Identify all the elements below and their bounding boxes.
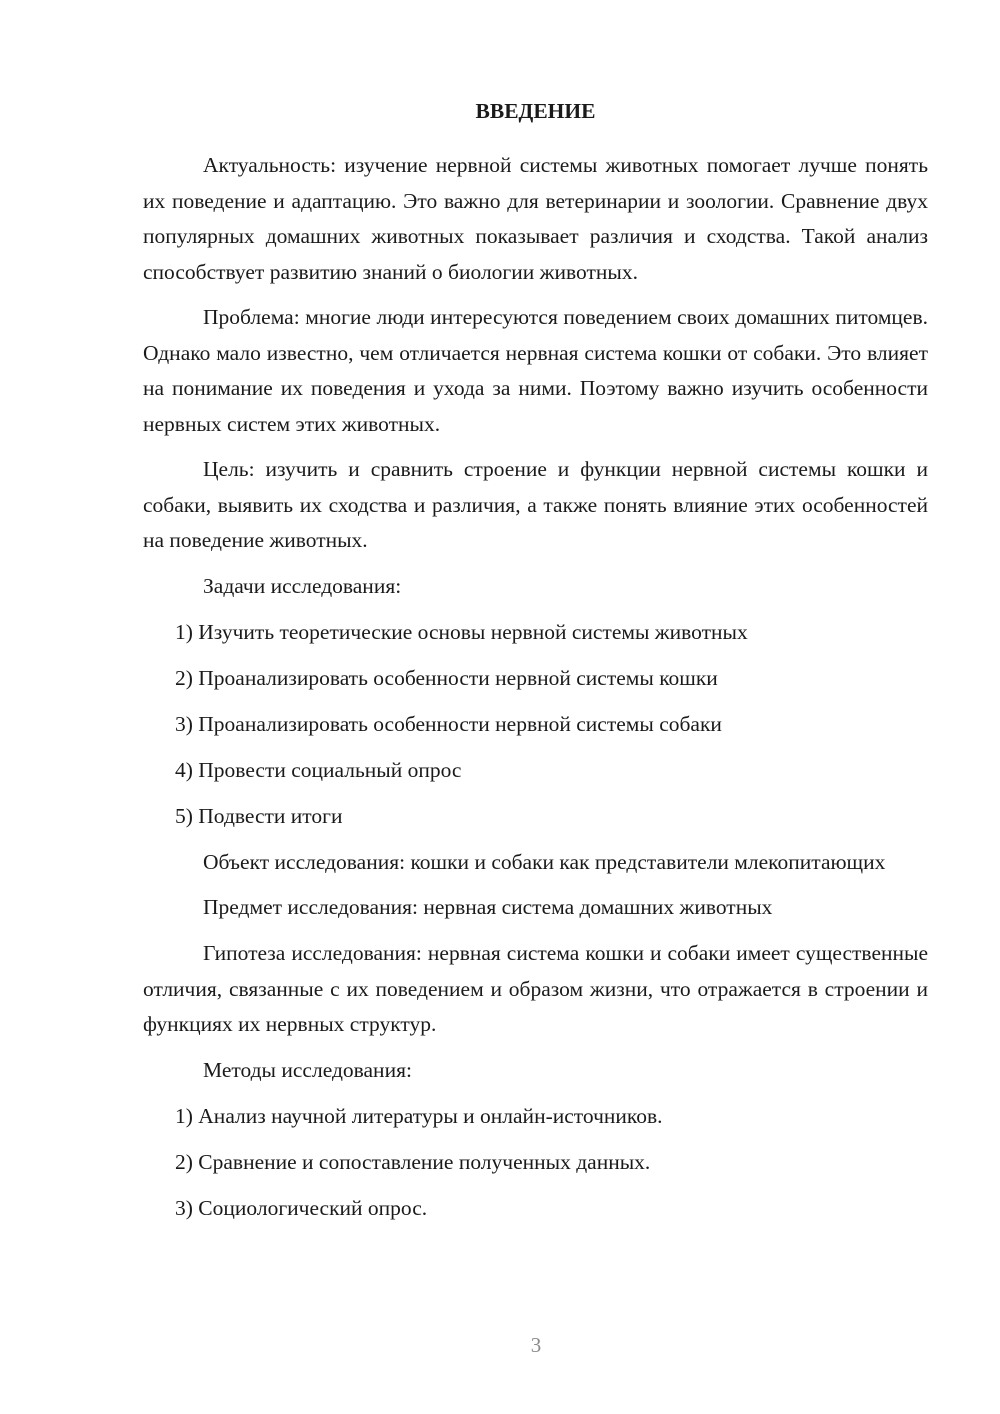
- list-item: 2) Проанализировать особенности нервной системы кошки: [175, 665, 718, 690]
- list-item: 1) Анализ научной литературы и онлайн-источников.: [175, 1103, 663, 1128]
- problem-paragraph: Проблема: многие люди интересуются поведением своих домашних питомцев. Однако мало известно, чем отличается нервная система кошки от собаки. Это влияет на понимание их поведения и ухода за ними. Поэтому важно изучить особенности нервных систем этих животных.: [143, 305, 928, 436]
- hypothesis-paragraph: Гипотеза исследования: нервная система кошки и собаки имеет существенные отличия, связанные с их поведением и образом жизни, что отражается в строении и функциях их нервных структур.: [143, 941, 928, 1036]
- goal-paragraph: Цель: изучить и сравнить строение и функции нервной системы кошки и собаки, выявить их сходства и различия, а также понять влияние этих особенностей на поведение животных.: [143, 457, 928, 552]
- list-item: 5) Подвести итоги: [175, 803, 343, 828]
- tasks-list: [143, 615, 928, 835]
- object-paragraph: Объект исследования: кошки и собаки как представители млекопитающих: [203, 849, 886, 874]
- list-item: 2) Сравнение и сопоставление полученных данных.: [175, 1149, 651, 1174]
- list-item: 3) Социологический опрос.: [175, 1195, 428, 1220]
- methods-heading: Методы исследования:: [203, 1057, 412, 1082]
- page-number: 3: [530, 1333, 542, 1357]
- subject-paragraph: Предмет исследования: нервная система домашних животных: [203, 895, 773, 919]
- relevance-paragraph: Актуальность: изучение нервной системы животных помогает лучше понять их поведение и адаптацию. Это важно для ветеринарии и зоологии. Сравнение двух популярных домашних животных показывает различия и сходства. Такой анализ способствует развитию знаний о биологии животных.: [143, 153, 928, 284]
- tasks-heading: Задачи исследования:: [203, 573, 402, 598]
- document-page: [143, 96, 928, 1237]
- list-item: 1) Изучить теоретические основы нервной системы животных: [175, 619, 748, 644]
- section-heading: ВВЕДЕНИЕ: [475, 99, 596, 123]
- list-item: 3) Проанализировать особенности нервной системы собаки: [175, 711, 722, 736]
- list-item: 4) Провести социальный опрос: [175, 757, 462, 782]
- methods-list: [143, 1099, 928, 1227]
